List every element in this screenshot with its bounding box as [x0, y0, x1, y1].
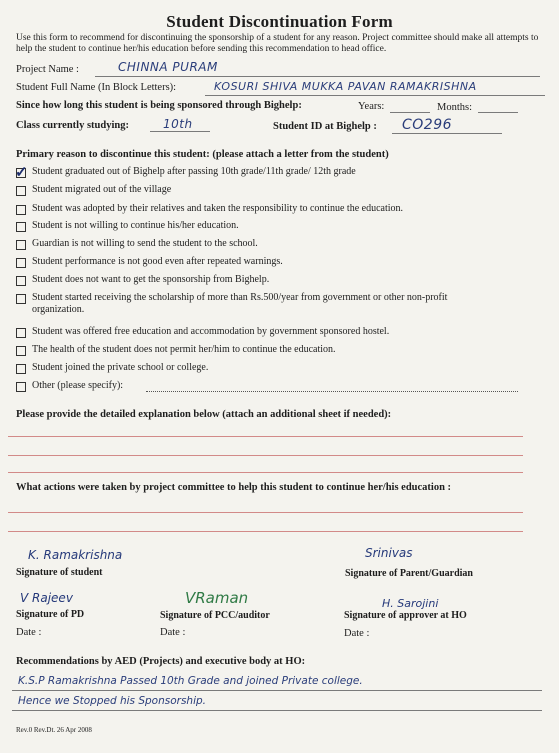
class-underline — [150, 131, 210, 132]
form-title: Student Discontinuation Form — [166, 12, 393, 31]
pcc-signature-label: Signature of PCC/auditor — [160, 610, 270, 621]
project-name-underline — [95, 76, 540, 77]
reason-checkbox[interactable] — [16, 222, 26, 232]
years-label: Years: — [358, 101, 385, 112]
recommendation-underline — [12, 690, 542, 691]
reason-text: Student performance is not good even after repeated warnings. — [32, 256, 283, 267]
student-name-value[interactable]: KOSURI SHIVA MUKKA PAVAN RAMAKRISHNA — [214, 80, 477, 93]
reason-item[interactable] — [16, 238, 536, 250]
explanation-heading: Please provide the detailed explanation below (attach an additional sheet if needed): — [16, 409, 392, 420]
explanation-line[interactable] — [8, 455, 523, 456]
pd-signature-label: Signature of PD — [16, 609, 85, 620]
reason-checkbox[interactable] — [16, 364, 26, 374]
approver-signature-label: Signature of approver at HO — [344, 610, 467, 621]
months-field[interactable] — [478, 112, 518, 113]
pcc-date-label: Date : — [160, 627, 186, 638]
reason-text: Student does not want to get the sponsorship from Bighelp. — [32, 274, 270, 285]
student-name-underline — [205, 95, 545, 96]
approver-date-label: Date : — [344, 628, 370, 639]
reason-text: Student was offered free education and accommodation by government sponsored hostel. — [32, 326, 390, 337]
reason-checkbox[interactable] — [16, 258, 26, 268]
explanation-line[interactable] — [8, 472, 523, 473]
reason-checkbox[interactable] — [16, 382, 26, 392]
student-id-value[interactable]: CO296 — [402, 117, 453, 133]
reason-checkbox[interactable] — [16, 240, 26, 250]
pd-signature: V Rajeev — [20, 591, 73, 605]
student-name-label: Student Full Name (In Block Letters): — [16, 82, 177, 93]
reason-text: Student is not willing to continue his/her education. — [32, 220, 239, 231]
reason-item[interactable] — [16, 362, 536, 374]
reason-checkbox[interactable] — [16, 276, 26, 286]
pcc-signature: VRaman — [185, 589, 249, 607]
student-id-underline — [392, 133, 502, 134]
reason-text: Guardian is not willing to send the student to the school. — [32, 238, 258, 249]
reason-text: Student graduated out of Bighelp after passing 10th grade/11th grade/ 12th grade — [32, 166, 356, 177]
reason-text: The health of the student does not permit her/him to continue the education. — [32, 344, 336, 355]
months-label: Months: — [437, 102, 473, 113]
recommendation-line-2[interactable]: Hence we Stopped his Sponsorship. — [18, 695, 207, 707]
reason-checkbox[interactable] — [16, 186, 26, 196]
reason-item[interactable] — [16, 184, 536, 196]
recommendations-heading: Recommendations by AED (Projects) and executive body at HO: — [16, 656, 306, 667]
reason-item[interactable] — [16, 256, 536, 268]
reason-text: Student migrated out of the village — [32, 184, 172, 195]
student-signature-label: Signature of student — [16, 567, 103, 578]
student-signature: K. Ramakrishna — [28, 548, 123, 562]
approver-signature: H. Sarojini — [382, 597, 439, 610]
reason-text: Student joined the private school or college. — [32, 362, 209, 373]
checkmark-icon: ✓ — [15, 165, 28, 181]
years-field[interactable] — [390, 112, 430, 113]
reason-text: Student started receiving the scholarship of more than Rs.500/year from government or other non-profit organization. — [32, 292, 448, 315]
pd-date-label: Date : — [16, 627, 42, 638]
reasons-heading: Primary reason to discontinue this student: (please attach a letter from the student) — [16, 149, 389, 160]
parent-signature: Srinivas — [365, 546, 413, 560]
reason-item[interactable] — [16, 326, 536, 338]
other-specify-field[interactable] — [146, 391, 518, 392]
parent-signature-label: Signature of Parent/Guardian — [345, 568, 473, 579]
reason-item[interactable] — [16, 344, 536, 356]
student-id-label: Student ID at Bighelp : — [273, 121, 377, 132]
reason-item[interactable] — [16, 203, 536, 215]
reason-text: Other (please specify): — [32, 380, 124, 391]
reason-checkbox[interactable] — [16, 205, 26, 215]
reason-checkbox[interactable] — [15, 165, 28, 181]
reason-checkbox[interactable] — [16, 328, 26, 338]
reason-item[interactable] — [16, 274, 536, 286]
actions-heading: What actions were taken by project committee to help this student to continue her/his education : — [16, 482, 452, 493]
reason-item[interactable] — [16, 292, 486, 316]
revision-footer: Rev.0 Rev.Dt. 26 Apr 2008 — [16, 726, 92, 734]
project-name-label: Project Name : — [16, 64, 79, 75]
sponsored-duration-label: Since how long this student is being sponsored through Bighelp: — [16, 100, 302, 111]
reason-text: Student was adopted by their relatives and taken the responsibility to continue the education. — [32, 203, 404, 214]
reason-checkbox[interactable] — [16, 294, 26, 304]
actions-line[interactable] — [8, 512, 523, 513]
reason-checkbox[interactable] — [16, 346, 26, 356]
class-label: Class currently studying: — [16, 120, 129, 131]
reason-item[interactable] — [16, 220, 536, 232]
form-intro: Use this form to recommend for discontinuing the sponsorship of a student for any reason. Project committee should make all attempts to help the student to continue her/his education before sending this recommendation to head office. — [16, 33, 539, 54]
recommendation-line-1[interactable]: K.S.P Ramakrishna Passed 10th Grade and joined Private college. — [18, 675, 363, 687]
actions-line[interactable] — [8, 531, 523, 532]
class-value[interactable]: 10th — [163, 117, 193, 131]
explanation-line[interactable] — [8, 436, 523, 437]
recommendation-underline — [12, 710, 542, 711]
reason-item[interactable] — [15, 165, 536, 181]
project-name-value[interactable]: CHINNA PURAM — [118, 60, 218, 74]
